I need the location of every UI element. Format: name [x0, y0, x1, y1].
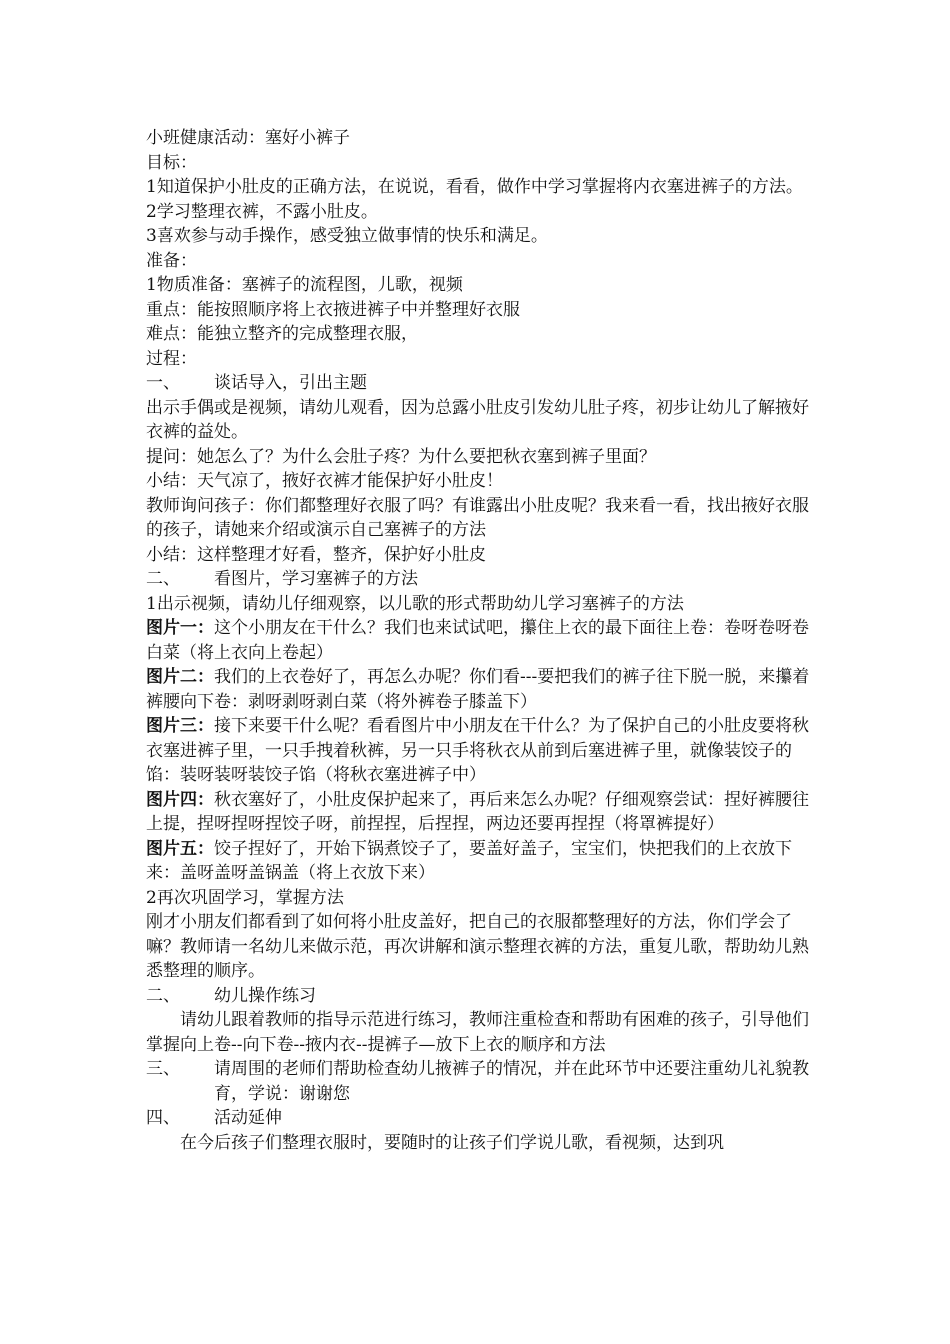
prep-item: 1物质准备：塞裤子的流程图，儿歌，视频 — [146, 275, 463, 295]
difficulty: 难点：能独立整齐的完成整理衣服， — [146, 324, 418, 344]
picture-step: 图片二：我们的上衣卷好了，再怎么办呢？你们看---要把我们的裤子往下脱一脱，来攥着裤腰向下卷：剥呀剥呀剥白菜（将外裤卷子膝盖下） — [146, 667, 810, 712]
picture-step: 图片三：接下来要干什么呢？看看图片中小朋友在干什么？为了保护自己的小肚皮要将秋衣塞进裤子里，一只手拽着秋裤，另一只手将秋衣从前到后塞进裤子里，就像装饺子的馅：装呀装呀装饺子馅（将秋衣塞进裤子中） — [146, 716, 809, 785]
picture-step: 图片一：这个小朋友在干什么？我们也来试试吧，攥住上衣的最下面往上卷：卷呀卷呀卷白菜（将上衣向上卷起） — [146, 618, 809, 663]
section-heading: 三、 请周围的老师们帮助检查幼儿掖裤子的情况，并在此环节中还要注重幼儿礼貌教育，学说：谢谢您 — [146, 1059, 809, 1104]
goal-label: 目标： — [146, 152, 197, 173]
key-point: 重点：能按照顺序将上衣掖进裤子中并整理好衣服 — [146, 299, 520, 320]
section-heading: 二、 幼儿操作练习 — [146, 985, 316, 1006]
process-label: 过程： — [146, 348, 197, 369]
document-page — [146, 126, 810, 1155]
paragraph: 小结：这样整理才好看，整齐，保护好小肚皮 — [146, 544, 486, 565]
paragraph: 教师询问孩子：你们都整理好衣服了吗？有谁露出小肚皮呢？我来看一看，找出掖好衣服的孩子，请她来介绍或演示自己塞裤子的方法 — [146, 495, 809, 540]
doc-title: 小班健康活动：塞好小裤子 — [146, 128, 350, 148]
goal-item: 1知道保护小肚皮的正确方法，在说说，看看，做作中学习掌握将内衣塞进裤子的方法。 — [146, 177, 803, 197]
section-heading: 二、 看图片，学习塞裤子的方法 — [146, 569, 418, 589]
prep-label: 准备： — [146, 250, 197, 271]
paragraph: 在今后孩子们整理衣服时，要随时的让孩子们学说儿歌，看视频，达到巩 — [180, 1132, 724, 1153]
goal-item: 3喜欢参与动手操作，感受独立做事情的快乐和满足。 — [146, 226, 548, 246]
section-heading: 四、 活动延伸 — [146, 1108, 282, 1128]
goal-item: 2学习整理衣裤，不露小肚皮。 — [146, 201, 378, 222]
paragraph: 1出示视频，请幼儿仔细观察，以儿歌的形式帮助幼儿学习塞裤子的方法 — [146, 593, 684, 614]
picture-step: 图片五：饺子捏好了，开始下锅煮饺子了，要盖好盖子，宝宝们，快把我们的上衣放下来：盖呀盖呀盖锅盖（将上衣放下来） — [146, 838, 792, 883]
paragraph: 出示手偶或是视频，请幼儿观看，因为总露小肚皮引发幼儿肚子疼，初步让幼儿了解掖好衣裤的益处。 — [146, 397, 809, 442]
paragraph: 刚才小朋友们都看到了如何将小肚皮盖好，把自己的衣服都整理好的方法，你们学会了嘛？教师请一名幼儿来做示范，再次讲解和演示整理衣裤的方法，重复儿歌，帮助幼儿熟悉整理的顺序。 — [146, 912, 809, 981]
paragraph: 小结：天气凉了，掖好衣裤才能保护好小肚皮！ — [146, 471, 503, 491]
paragraph: 请幼儿跟着教师的指导示范进行练习，教师注重检查和帮助有困难的孩子，引导他们掌握向上卷--向下卷--掖内衣--提裤子—放下上衣的顺序和方法 — [146, 1010, 809, 1055]
paragraph: 2再次巩固学习，掌握方法 — [146, 887, 344, 908]
picture-step: 图片四：秋衣塞好了，小肚皮保护起来了，再后来怎么办呢？仔细观察尝试：捏好裤腰往上提，捏呀捏呀捏饺子呀，前捏捏，后捏捏，两边还要再捏捏（将罩裤提好） — [146, 789, 809, 834]
paragraph: 提问：她怎么了？为什么会肚子疼？为什么要把秋衣塞到裤子里面？ — [146, 446, 656, 467]
section-heading: 一、 谈话导入，引出主题 — [146, 373, 367, 393]
